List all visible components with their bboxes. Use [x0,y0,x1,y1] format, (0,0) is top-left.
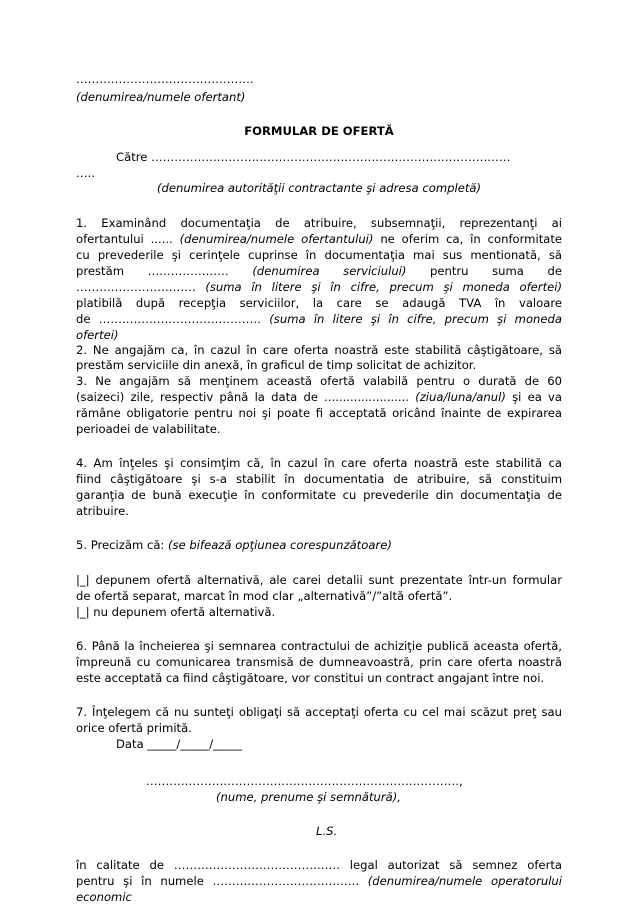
capacity-line-2-text-b: (denumirea/numele operatorului [367,874,562,888]
p1-line-6 [76,296,562,312]
p1-line-5-text-b: (suma în litere şi în cifre, precum şi moneda ofertei) [205,280,562,294]
option-alternative-no[interactable]: |_| nu depunem ofertă alternativă. [76,605,276,619]
p4-line-4: atribuire. [76,504,129,518]
p6-line-2 [76,655,562,671]
option-alternative-yes-line-2: de ofertă separat, marcat în mod clar „alternativă”/”altă ofertă”. [76,589,453,603]
p3-line-3 [76,406,562,422]
p1-line-7 [76,312,562,328]
p4-line-3 [76,488,562,504]
p3-line-1-text: 3. Ne angajăm să menţinem această ofertă valabilă pentru o durată de 60 [76,374,562,388]
p3-line-2 [76,390,562,406]
capacity-line-2-text-a: pentru şi în numele ……………………………….. [76,874,360,888]
p2-line-1 [76,343,562,359]
p1-line-2-text-a: ofertantului ...... [76,232,173,246]
p6-line-1 [76,639,562,655]
p1-line-5 [76,280,562,296]
p4-line-3-text: garanţia de bună execuţie în conformitate cu prevederile din documentaţia de [76,488,562,502]
p1-line-3 [76,248,562,264]
p2-line-2: prestăm serviciile din anexă, în graficul de timp solicitat de achizitor. [76,358,477,372]
p3-line-2-text-c: şi ea va [512,390,563,404]
p2-line-1-text: 2. Ne angajăm ca, în cazul în care oferta noastră este stabilită câştigătoare, să [76,343,562,357]
p1-line-6-text: platibilă după recepţia serviciilor, la care se adaugă TVA în valoare [76,296,562,310]
option-alternative-yes-line-1[interactable] [76,573,562,589]
p1-line-8: ofertei) [76,328,119,342]
seal-label: L.S. [316,824,338,838]
capacity-line-1 [76,858,562,874]
p1-line-1 [76,216,562,232]
p3-line-3-text: rămâne obligatorie pentru noi şi poate fi acceptată oricând înainte de expirarea [76,406,562,420]
p4-line-1 [76,456,562,472]
document-title: FORMULAR DE OFERTĂ [244,124,394,138]
p3-line-4: perioadei de valabilitate. [76,422,221,436]
p1-line-7-text-a: de …………………………………… [76,312,262,326]
signature-line: ………………………………………………………………………, [146,774,463,788]
p4-line-2-text: fiind câştigătoare şi s-a stabilit în documentatia de atribuire, să constituim [76,472,562,486]
p7-line-1-text: 7. Înţelegem că nu sunteţi obligaţi să acceptaţi oferta cu cel mai scăzut preţ sau [76,705,562,719]
p1-line-4-text-c: pentru suma de [430,264,562,278]
p7-line-2: orice ofertă primită. [76,721,192,735]
date-field[interactable]: Data _____/_____/_____ [116,737,243,751]
p1-line-4-text-a: prestăm ………………… [76,264,229,278]
p1-line-1-text: 1. Examinând documentaţia de atribuire, subsemnaţii, reprezentanţi ai [76,216,562,230]
signature-caption: (nume, prenume şi semnătură), [216,790,401,804]
p3-line-1 [76,374,562,390]
p3-line-2-text-a: (saizeci) zile, respectiv până la data de ....................... [76,390,409,404]
p4-line-2 [76,472,562,488]
p1-line-2 [76,232,562,248]
p3-line-2-text-b: (ziua/luna/anul) [415,390,506,404]
capacity-line-3: economic [76,890,132,904]
p1-line-7-text-b: (suma în litere şi în cifre, precum şi moneda [269,312,562,326]
p6-line-1-text: 6. Până la încheierea şi semnarea contractului de achiziţie publică aceasta ofertă, [76,639,562,653]
p5-line-1-text-a: 5. Precizăm că: [76,538,165,552]
p1-line-3-text: cu prevederile şi cerinţele cuprinse în documentaţia mai sus mentionată, să [76,248,562,262]
p4-line-1-text: 4. Am înţeles şi consimţim că, în cazul în care oferta noastră este stabilită ca [76,456,562,470]
recipient-line-continued: ….. [76,166,95,180]
bidder-name-label: (denumirea/numele ofertant) [76,90,246,104]
capacity-line-2 [76,874,562,890]
p7-line-1 [76,705,562,721]
recipient-caption: (denumirea autorităţii contractante şi adresa completă) [156,181,482,195]
p6-line-2-text: împreună cu comunicarea transmisă de dumneavoastră, prin care oferta noastră [76,655,562,669]
p1-line-5-text-a: …………………………. [76,280,196,294]
p1-line-2-text-b: (denumirea/numele ofertantului) [179,232,374,246]
capacity-line-1-text: în calitate de ……………………………………. legal autorizat să semnez oferta [76,858,562,872]
p1-line-4-text-b: (denumirea serviciului) [252,264,407,278]
option-alternative-yes-text: |_| depunem ofertă alternativă, ale carei detalii sunt prezentate într-un formular [76,573,562,587]
p1-line-2-text-c: ne oferim ca, în conformitate [380,232,563,246]
p6-line-3: este acceptată ca fiind câştigătoare, vor constitui un contract angajant între noi. [76,671,545,685]
p5-line-1 [76,538,562,554]
recipient-line: Către ………………………………………………………………………………… [116,150,511,164]
p1-line-4 [76,264,562,280]
bidder-name-line: ………………………………………. [76,72,254,86]
p5-line-1-text-b: (se bifează opţiunea corespunzătoare) [168,538,392,552]
